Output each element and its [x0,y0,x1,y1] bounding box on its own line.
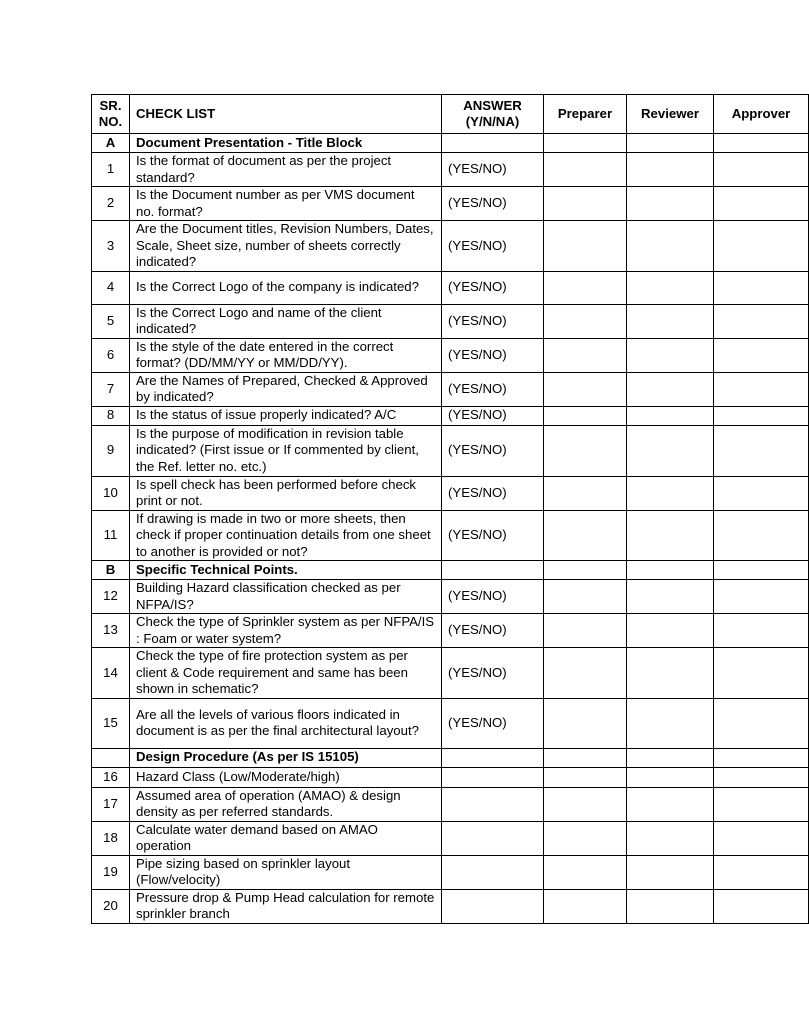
answer-cell[interactable] [442,134,544,153]
reviewer-cell[interactable] [627,561,714,580]
check-item-cell: If drawing is made in two or more sheets, then check if proper continuation details from one sheet to another is provided or not? [130,510,442,561]
checklist-table [91,94,809,924]
reviewer-header: Reviewer [627,95,714,134]
table-row [92,855,809,889]
answer-cell[interactable] [442,821,544,855]
table-row [92,767,809,787]
preparer-cell[interactable] [544,889,627,923]
check-item-cell: Is the style of the date entered in the correct format? (DD/MM/YY or MM/DD/YY). [130,338,442,372]
preparer-cell[interactable] [544,580,627,614]
table-row [92,187,809,221]
sr-no-cell: 19 [92,855,130,889]
table-row [92,889,809,923]
preparer-cell[interactable] [544,187,627,221]
check-item-cell: Is the Document number as per VMS document no. format? [130,187,442,221]
table-row [92,648,809,699]
reviewer-cell[interactable] [627,580,714,614]
preparer-cell[interactable] [544,748,627,767]
approver-cell[interactable] [714,561,809,580]
sr-no-cell [92,748,130,767]
preparer-cell[interactable] [544,153,627,187]
preparer-cell[interactable] [544,698,627,748]
approver-header: Approver [714,95,809,134]
check-item-cell: Pressure drop & Pump Head calculation for remote sprinkler branch [130,889,442,923]
reviewer-cell[interactable] [627,425,714,476]
approver-cell[interactable] [714,153,809,187]
answer-cell[interactable] [442,748,544,767]
preparer-cell[interactable] [544,561,627,580]
reviewer-cell[interactable] [627,153,714,187]
sr-no-header-line1: SR. [99,97,122,113]
reviewer-cell[interactable] [627,221,714,272]
check-item-cell: Check the type of fire protection system as per client & Code requirement and same has been shown in schematic? [130,648,442,699]
answer-cell[interactable]: (YES/NO) [442,580,544,614]
checklist-body [92,134,809,924]
approver-cell[interactable] [714,134,809,153]
sr-no-cell: 14 [92,648,130,699]
sr-no-cell: A [92,134,130,153]
answer-cell[interactable]: (YES/NO) [442,425,544,476]
sr-no-cell: 13 [92,614,130,648]
check-item-cell: Is the Correct Logo and name of the client indicated? [130,304,442,338]
reviewer-cell[interactable] [627,304,714,338]
section-row [92,134,809,153]
table-header-row [92,95,809,134]
approver-cell[interactable] [714,425,809,476]
reviewer-cell[interactable] [627,187,714,221]
approver-cell[interactable] [714,221,809,272]
sr-no-header [92,95,130,134]
sr-no-cell: 3 [92,221,130,272]
table-row [92,221,809,272]
reviewer-cell[interactable] [627,889,714,923]
check-item-cell: Is the status of issue properly indicated? A/C [130,406,442,425]
reviewer-cell[interactable] [627,855,714,889]
reviewer-cell[interactable] [627,767,714,787]
approver-cell[interactable] [714,767,809,787]
answer-cell[interactable] [442,787,544,821]
sr-no-cell: 20 [92,889,130,923]
approver-cell[interactable] [714,476,809,510]
check-item-cell: Are the Document titles, Revision Numbers, Dates, Scale, Sheet size, number of sheets correctly indicated? [130,221,442,272]
approver-cell[interactable] [714,889,809,923]
answer-header-line2: (Y/N/NA) [465,114,520,129]
answer-cell[interactable]: (YES/NO) [442,476,544,510]
sr-no-cell: 9 [92,425,130,476]
check-item-cell: Calculate water demand based on AMAO operation [130,821,442,855]
approver-cell[interactable] [714,821,809,855]
approver-cell[interactable] [714,304,809,338]
sr-no-cell: 17 [92,787,130,821]
check-item-cell: Are all the levels of various floors indicated in document is as per the final architectural layout? [130,698,442,748]
approver-cell[interactable] [714,406,809,425]
answer-cell[interactable] [442,561,544,580]
reviewer-cell[interactable] [627,698,714,748]
answer-cell[interactable]: (YES/NO) [442,221,544,272]
table-row [92,153,809,187]
sr-no-cell: 11 [92,510,130,561]
section-row [92,748,809,767]
table-row [92,425,809,476]
reviewer-cell[interactable] [627,821,714,855]
sr-no-cell: 10 [92,476,130,510]
sr-no-cell: 5 [92,304,130,338]
answer-header-line1: ANSWER [463,97,522,113]
check-item-cell: Is spell check has been performed before check print or not. [130,476,442,510]
approver-cell[interactable] [714,372,809,406]
table-row [92,304,809,338]
approver-cell[interactable] [714,510,809,561]
check-item-cell: Building Hazard classification checked as per NFPA/IS? [130,580,442,614]
table-row [92,271,809,304]
sr-no-header-line2: NO. [98,114,123,129]
reviewer-cell[interactable] [627,476,714,510]
answer-cell[interactable]: (YES/NO) [442,338,544,372]
reviewer-cell[interactable] [627,648,714,699]
approver-cell[interactable] [714,855,809,889]
preparer-cell[interactable] [544,425,627,476]
reviewer-cell[interactable] [627,406,714,425]
sr-no-cell: B [92,561,130,580]
preparer-cell[interactable] [544,406,627,425]
reviewer-cell[interactable] [627,614,714,648]
sr-no-cell: 16 [92,767,130,787]
approver-cell[interactable] [714,187,809,221]
preparer-cell[interactable] [544,821,627,855]
answer-cell[interactable] [442,767,544,787]
check-item-cell: Pipe sizing based on sprinkler layout (Flow/velocity) [130,855,442,889]
preparer-cell[interactable] [544,271,627,304]
sr-no-cell: 7 [92,372,130,406]
reviewer-cell[interactable] [627,372,714,406]
table-row [92,476,809,510]
approver-cell[interactable] [714,698,809,748]
sr-no-cell: 15 [92,698,130,748]
check-item-cell: Is the Correct Logo of the company is indicated? [130,271,442,304]
reviewer-cell[interactable] [627,338,714,372]
table-row [92,338,809,372]
preparer-cell[interactable] [544,767,627,787]
answer-cell[interactable]: (YES/NO) [442,698,544,748]
check-list-header: CHECK LIST [130,95,442,134]
answer-cell[interactable]: (YES/NO) [442,648,544,699]
table-row [92,580,809,614]
approver-cell[interactable] [714,648,809,699]
sr-no-cell: 18 [92,821,130,855]
answer-cell[interactable]: (YES/NO) [442,271,544,304]
reviewer-cell[interactable] [627,748,714,767]
check-item-cell: Check the type of Sprinkler system as per NFPA/IS : Foam or water system? [130,614,442,648]
sr-no-cell: 1 [92,153,130,187]
answer-cell[interactable]: (YES/NO) [442,187,544,221]
reviewer-cell[interactable] [627,134,714,153]
section-title-cell: Design Procedure (As per IS 15105) [130,748,442,767]
answer-cell[interactable]: (YES/NO) [442,372,544,406]
check-item-cell: Are the Names of Prepared, Checked & Approved by indicated? [130,372,442,406]
answer-cell[interactable]: (YES/NO) [442,510,544,561]
sr-no-cell: 6 [92,338,130,372]
table-row [92,821,809,855]
answer-cell[interactable]: (YES/NO) [442,304,544,338]
section-row [92,561,809,580]
preparer-cell[interactable] [544,372,627,406]
table-row [92,406,809,425]
preparer-cell[interactable] [544,221,627,272]
answer-cell[interactable]: (YES/NO) [442,153,544,187]
table-row [92,787,809,821]
preparer-cell[interactable] [544,787,627,821]
preparer-cell[interactable] [544,134,627,153]
preparer-cell[interactable] [544,614,627,648]
reviewer-cell[interactable] [627,510,714,561]
check-item-cell: Assumed area of operation (AMAO) & design density as per referred standards. [130,787,442,821]
sr-no-cell: 12 [92,580,130,614]
sr-no-cell: 4 [92,271,130,304]
preparer-cell[interactable] [544,855,627,889]
preparer-header: Preparer [544,95,627,134]
preparer-cell[interactable] [544,338,627,372]
reviewer-cell[interactable] [627,787,714,821]
approver-cell[interactable] [714,580,809,614]
check-item-cell: Is the purpose of modification in revision table indicated? (First issue or If commented by client, the Ref. letter no. etc.) [130,425,442,476]
check-item-cell: Is the format of document as per the project standard? [130,153,442,187]
sr-no-cell: 2 [92,187,130,221]
answer-cell[interactable]: (YES/NO) [442,614,544,648]
table-row [92,614,809,648]
table-row [92,372,809,406]
preparer-cell[interactable] [544,304,627,338]
approver-cell[interactable] [714,271,809,304]
table-row [92,510,809,561]
preparer-cell[interactable] [544,476,627,510]
answer-cell[interactable] [442,855,544,889]
answer-header [442,95,544,134]
check-item-cell: Hazard Class (Low/Moderate/high) [130,767,442,787]
reviewer-cell[interactable] [627,271,714,304]
answer-cell[interactable] [442,889,544,923]
table-row [92,698,809,748]
section-title-cell: Document Presentation - Title Block [130,134,442,153]
preparer-cell[interactable] [544,648,627,699]
preparer-cell[interactable] [544,510,627,561]
approver-cell[interactable] [714,614,809,648]
approver-cell[interactable] [714,787,809,821]
approver-cell[interactable] [714,748,809,767]
answer-cell[interactable]: (YES/NO) [442,406,544,425]
section-title-cell: Specific Technical Points. [130,561,442,580]
sr-no-cell: 8 [92,406,130,425]
approver-cell[interactable] [714,338,809,372]
